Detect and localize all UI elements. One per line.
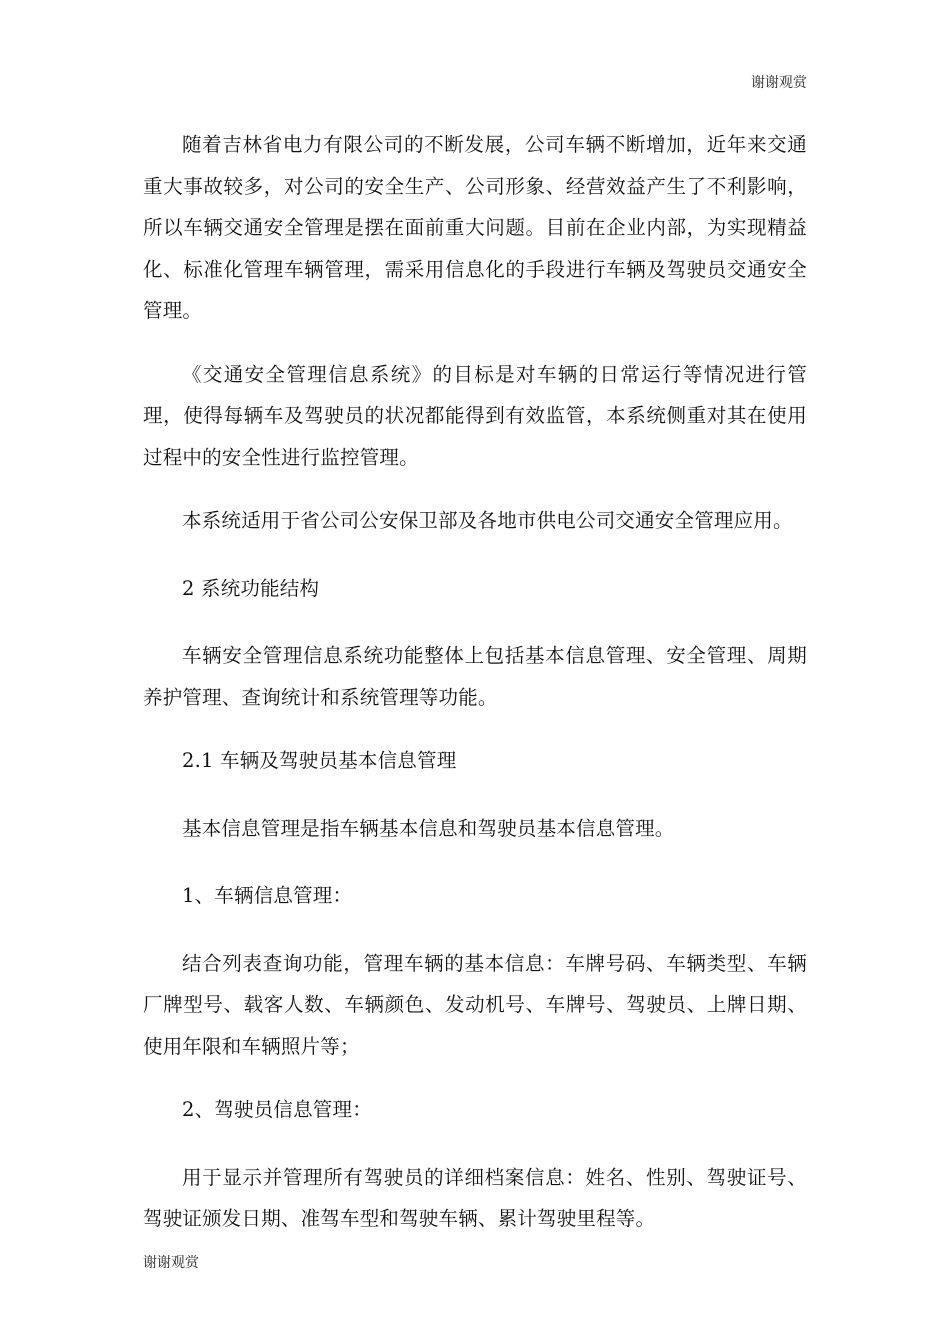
header-note: 谢谢观赏: [751, 75, 807, 91]
paragraph-driver-info: 用于显示并管理所有驾驶员的详细档案信息：姓名、性别、驾驶证号、驾驶证颁发日期、准驾车型和驾驶车辆、累计驾驶里程等。: [143, 1165, 807, 1230]
paragraph-system-goal: 《交通安全管理信息系统》的目标是对车辆的日常运行等情况进行管理，使得每辆车及驾驶员的状况都能得到有效监管，本系统侧重对其在使用过程中的安全性进行监控管理。: [143, 362, 807, 469]
document-body: [143, 124, 807, 1240]
section-heading-2-1: 2.1 车辆及驾驶员基本信息管理: [182, 749, 457, 772]
paragraph-functions: 车辆安全管理信息系统功能整体上包括基本信息管理、安全管理、周期养护管理、查询统计和系统管理等功能。: [143, 644, 807, 709]
item-heading-vehicle: 1、车辆信息管理：: [182, 884, 353, 907]
paragraph-scope: 本系统适用于省公司公安保卫部及各地市供电公司交通安全管理应用。: [182, 509, 793, 532]
footer-note: 谢谢观赏: [143, 1255, 199, 1271]
item-heading-driver: 2、驾驶员信息管理：: [182, 1098, 372, 1121]
paragraph-basic-info: 基本信息管理是指车辆基本信息和驾驶员基本信息管理。: [182, 816, 675, 840]
section-heading-2: 2 系统功能结构: [182, 576, 320, 600]
paragraph-intro: 随着吉林省电力有限公司的不断发展，公司车辆不断增加，近年来交通重大事故较多，对公司的安全生产、公司形象、经营效益产生了不利影响，所以车辆交通安全管理是摆在面前重大问题。目前在企业内部，为实现精益化、标准化管理车辆管理，需采用信息化的手段进行车辆及驾驶员交通安全管理。: [143, 133, 807, 322]
paragraph-vehicle-info: 结合列表查询功能，管理车辆的基本信息：车牌号码、车辆类型、车辆厂牌型号、载客人数、车辆颜色、发动机号、车牌号、驾驶员、上牌日期、使用年限和车辆照片等；: [143, 951, 807, 1058]
